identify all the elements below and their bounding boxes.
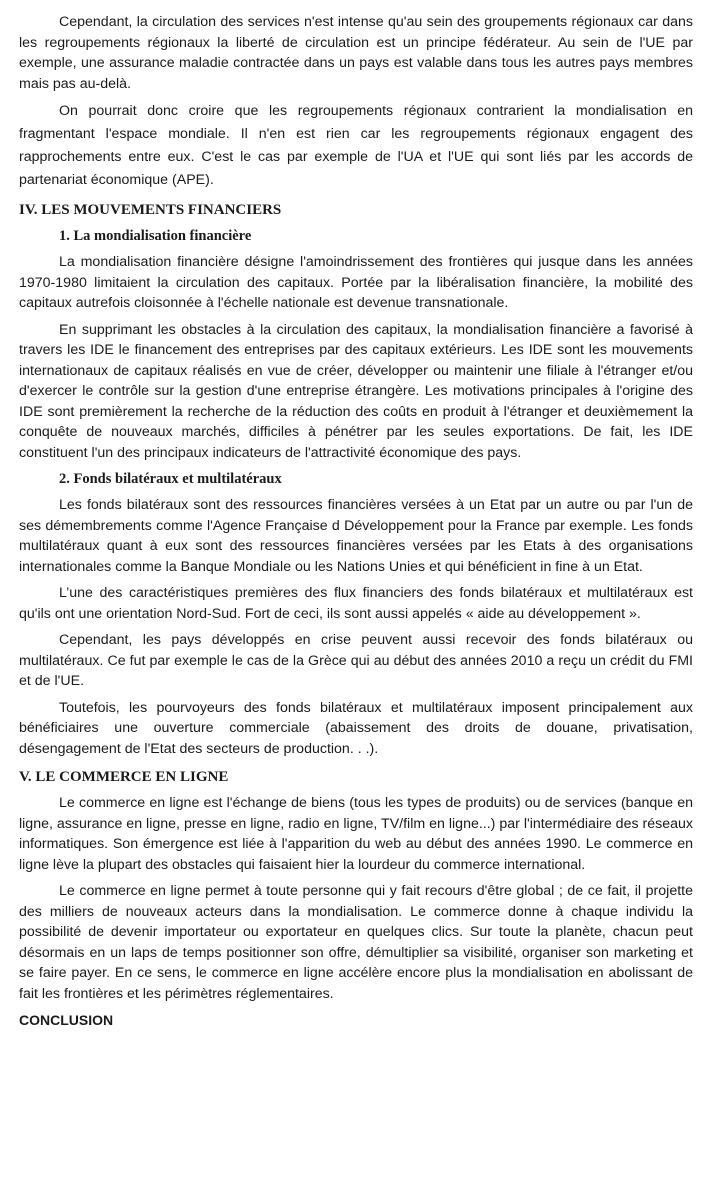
paragraph-financial-globalization-definition: La mondialisation financière désigne l'amoindrissement des frontières qui jusque dans les années 1970-1980 limitaient la circulation des capitaux. Portée par la libéralisation financière, la mobilité des capitaux autrefois cloisonnée à l'échelle nationale est devenue transnationale. xyxy=(19,254,693,311)
paragraph-crisis-countries: Cependant, les pays développés en crise peuvent aussi recevoir des fonds bilatéraux ou multilatéraux. Ce fut par exemple le cas de la Grèce qui au début des années 2010 a reçu un crédit du FMI et de l'UE. xyxy=(19,632,693,689)
paragraph-services-circulation: Cependant, la circulation des services n'est intense qu'au sein des groupements régionaux car dans les regroupements régionaux la liberté de circulation est un principe fédérateur. Au sein de l'UE par exemple, une assurance maladie contractée dans un pays est valable dans tous les autres pays membres mais pas au-delà. xyxy=(19,14,693,92)
section-heading-e-commerce: V. LE COMMERCE EN LIGNE xyxy=(19,769,229,785)
conclusion-heading: CONCLUSION xyxy=(19,1012,114,1028)
paragraph-conditions: Toutefois, les pourvoyeurs des fonds bilatéraux et multilatéraux imposent principalement aux bénéficiaires une ouverture commerciale (abaissement des droits de douane, privatisation, désengagement de l'Etat des secteurs de production. . .). xyxy=(19,699,693,757)
paragraph-e-commerce-global: Le commerce en ligne permet à toute personne qui y fait recours d'être global ; de ce fait, il projette des milliers de nouveaux acteurs dans la mondialisation. Le commerce donne à chaque individu la possibilité de devenir importateur ou exportateur en quelques clics. Sur toute la planète, chacun peut désormais en un laps de temps positionner son offre, démultiplier sa visibilité, organiser son marketing et se faire payer. En ce sens, le commerce en ligne accélère encore plus la mondialisation en abolissant de fait les frontières et les périmètres réglementaires. xyxy=(19,883,693,1002)
paragraph-funds-definition: Les fonds bilatéraux sont des ressources financières versées à un Etat par un autre ou par l'un de ses démembrements comme l'Agence Française d Développement pour la France par exemple. Les fonds multilatéraux quant à eux sont des ressources financières versées par les Etats à des organisations internationales comme la Banque Mondiale ou les Nations Unies et qui bénéficient in fine à un Etat. xyxy=(19,497,693,575)
paragraph-north-south: L’une des caractéristiques premières des flux financiers des fonds bilatéraux et multilatéraux est qu'ils ont une orientation Nord-Sud. Fort de ceci, ils sont aussi appelés « aide au développement ». xyxy=(19,585,693,622)
subheading-bilateral-multilateral-funds: 2. Fonds bilatéraux et multilatéraux xyxy=(59,471,282,487)
section-heading-financial-movements: IV. LES MOUVEMENTS FINANCIERS xyxy=(19,202,282,218)
paragraph-e-commerce-definition: Le commerce en ligne est l'échange de biens (tous les types de produits) ou de services (banque en ligne, assurance en ligne, presse en ligne, radio en ligne, TV/film en ligne...) par l'intermédiaire des réseaux informatiques. Son émergence est liée à l'apparition du web au début des années 1990. Le commerce en ligne lève la plupart des obstacles qui faisaient hier la lourdeur du commerce international. xyxy=(19,795,693,873)
subheading-financial-globalization: 1. La mondialisation financière xyxy=(59,228,252,244)
paragraph-regional-groupings: On pourrait donc croire que les regroupements régionaux contrarient la mondialisation en fragmentant l'espace mondiale. Il n'en est rien car les regroupements régionaux engagent des rapprochements entre eux. C'est le cas par exemple de l'UA et l'UE qui sont liés par les accords de partenariat économique (APE). xyxy=(19,103,693,188)
paragraph-ide: En supprimant les obstacles à la circulation des capitaux, la mondialisation financière a favorisé à travers les IDE le financement des entreprises par des capitaux extérieurs. Les IDE sont les mouvements internationaux de capitaux réalisés en vue de créer, développer ou maintenir une filiale à l'étranger et/ou d'exercer le contrôle sur la gestion d'une entreprise étrangère. Les motivations principales à l'origine des IDE sont premièrement la recherche de la réduction des coûts en produit à l'étranger et deuxièmement la conquête de nouveaux marchés, difficiles à pénétrer par les seules exportations. De fait, les IDE constituent l'un des principaux indicateurs de l'attractivité économique des pays. xyxy=(19,321,693,461)
